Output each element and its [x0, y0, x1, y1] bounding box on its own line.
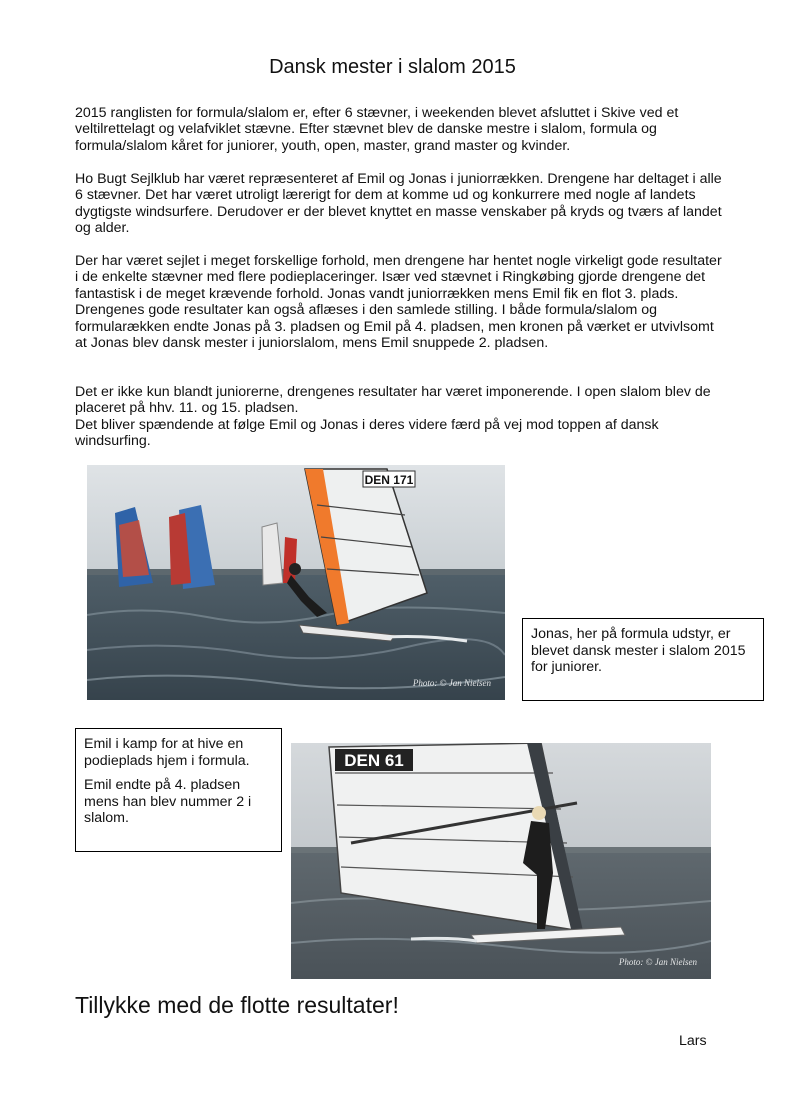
page-title: Dansk mester i slalom 2015 — [269, 56, 516, 78]
paragraph-open: Det er ikke kun blandt juniorerne, drengenes resultater har været imponerende. I open slalom blev de placeret på hhv. 11. og 15. pladsen. — [75, 384, 711, 417]
paragraph-intro: 2015 ranglisten for formula/slalom er, efter 6 stævner, i weekenden blevet afsluttet i Skive ved et veltilrettelagt og velafviklet stævne. Efter stævnet blev de danske mestre i slalom, formula og formula/slalom kåret for juniorer, youth, open, master, grand master og kvinder. — [75, 105, 679, 154]
caption-jonas — [522, 618, 764, 701]
signature: Lars — [679, 1033, 707, 1049]
caption-emil — [75, 728, 282, 852]
photo-credit-1: Photo: © Jan Nielsen — [412, 678, 491, 688]
paragraph-club: Ho Bugt Sejlklub har været repræsenteret af Emil og Jonas i juniorrækken. Drengene har deltaget i alle 6 stævner. Det har været utroligt lærerigt for dem at komme ud og konkurrere med nogle af landets dygtigste windsurfere. Derudover er der blevet knyttet en masse venskaber på kryds og tværs af landet og alder. — [75, 171, 722, 237]
sail-number-1: DEN 171 — [364, 473, 414, 487]
windsurf-photo-illustration — [87, 465, 505, 700]
photo-jonas-formula — [87, 465, 505, 700]
caption-emil-line-2: Emil endte på 4. pladsen mens han blev nummer 2 i slalom. — [84, 777, 252, 826]
paragraph-results: Der har været sejlet i meget forskellige forhold, men drengene har hentet nogle virkeligt gode resultater i de enkelte stævner med flere podieplaceringer. Især ved stævnet i Ringkøbing gjorde drengene det fantastisk i de meget krævende forhold. Jonas vandt juniorrækken mens Emil fik en flot 3. plads. Drengenes gode resultater kan også aflæses i den samlede stilling. I både formula/slalom og formularækken endte Jonas på 3. pladsen og Emil på 4. pladsen, men kronen på værket er utvivlsomt at Jonas blev dansk mester i juniorslalom, mens Emil snuppede 2. pladsen. — [75, 253, 722, 352]
caption-jonas-text: Jonas, her på formula udstyr, er blevet dansk mester i slalom 2015 for juniorer. — [531, 626, 746, 675]
caption-emil-line-1: Emil i kamp for at hive en podieplads hjem i formula. — [84, 736, 250, 769]
closing-congratulations: Tillykke med de flotte resultater! — [75, 992, 399, 1018]
windsurf-photo-illustration-2 — [291, 743, 711, 979]
photo-emil-formula — [291, 743, 711, 979]
paragraph-future: Det bliver spændende at følge Emil og Jonas i deres videre færd på vej mod toppen af dansk windsurfing. — [75, 417, 659, 450]
sail-number-2: DEN 61 — [344, 751, 404, 770]
photo-credit-2: Photo: © Jan Nielsen — [618, 957, 697, 967]
